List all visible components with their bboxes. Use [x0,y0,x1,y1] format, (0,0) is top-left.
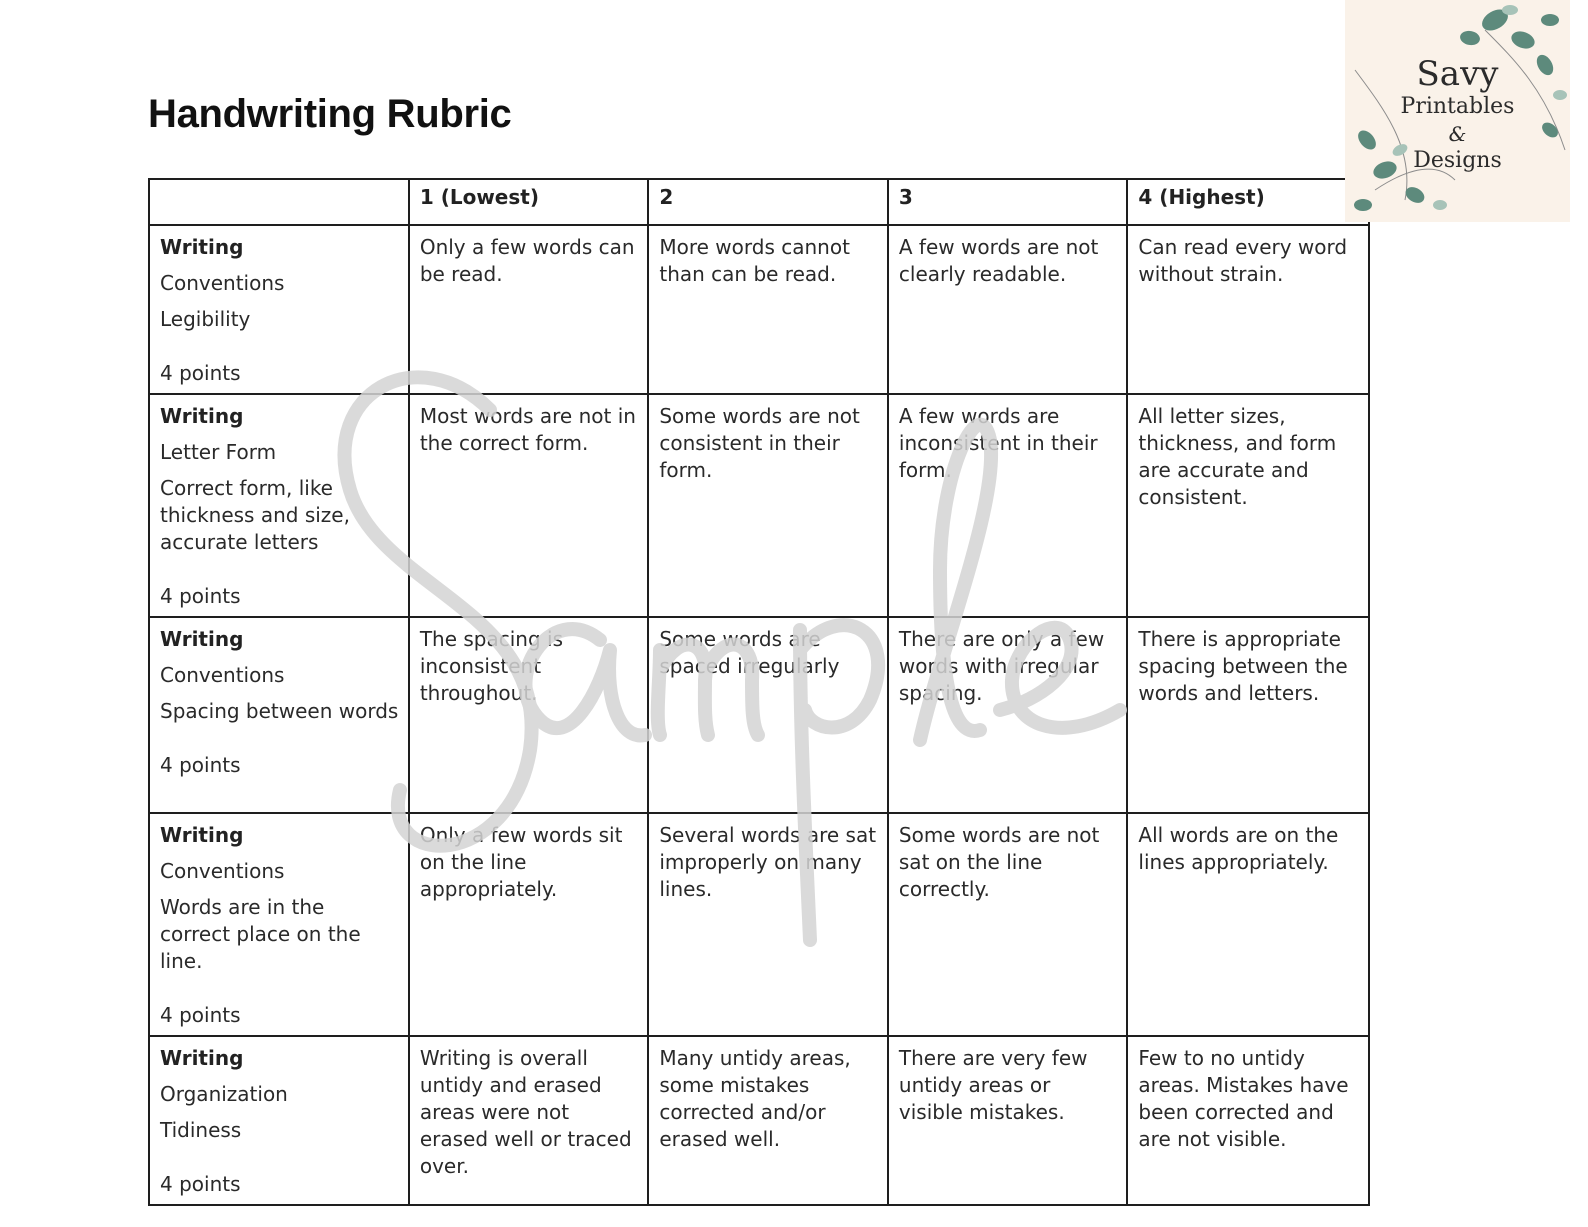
criterion-category: Writing [160,627,244,651]
header-cell: 4 (Highest) [1127,179,1369,225]
criterion-points: 4 points [160,1172,241,1196]
header-cell: 3 [888,179,1128,225]
criterion-description: Correct form, like thickness and size, accurate letters [160,476,350,554]
level-cell: Only a few words sit on the line appropriately. [409,813,649,1036]
criterion-description: Spacing between words [160,699,399,723]
brand-logo [1345,0,1570,222]
criterion-cell [149,617,409,813]
criterion-description: Tidiness [160,1118,242,1142]
logo-line-2: Printables [1400,94,1515,119]
criterion-area: Conventions [160,271,285,295]
criterion-area: Conventions [160,859,285,883]
criterion-cell [149,813,409,1036]
level-cell: More words cannot than can be read. [648,225,888,394]
level-cell: Some words are spaced irregularly [648,617,888,813]
level-cell: A few words are inconsistent in their form. [888,394,1128,617]
rubric-row [149,1036,1369,1205]
criterion-points: 4 points [160,1003,241,1027]
criterion-points: 4 points [160,361,241,385]
level-cell: There are only a few words with irregular spacing. [888,617,1128,813]
header-cell [149,179,409,225]
header-cell: 1 (Lowest) [409,179,649,225]
criterion-cell [149,394,409,617]
level-cell: All words are on the lines appropriately. [1127,813,1369,1036]
criterion-category: Writing [160,823,244,847]
rubric-table [148,178,1370,1206]
level-cell: Only a few words can be read. [409,225,649,394]
level-cell: All letter sizes, thickness, and form are accurate and consistent. [1127,394,1369,617]
criterion-description: Legibility [160,307,251,331]
criterion-area: Organization [160,1082,288,1106]
criterion-points: 4 points [160,753,241,777]
logo-line-4: Designs [1413,148,1502,173]
criterion-cell [149,1036,409,1205]
level-cell: The spacing is inconsistent throughout. [409,617,649,813]
rubric-row [149,394,1369,617]
criterion-category: Writing [160,235,244,259]
header-cell: 2 [648,179,888,225]
level-cell: Several words are sat improperly on many lines. [648,813,888,1036]
criterion-area: Conventions [160,663,285,687]
header-row [149,179,1369,225]
level-cell: There is appropriate spacing between the words and letters. [1127,617,1369,813]
logo-line-1: Savy [1416,54,1499,94]
level-cell: Many untidy areas, some mistakes corrected and/or erased well. [648,1036,888,1205]
level-cell: Writing is overall untidy and erased areas were not erased well or traced over. [409,1036,649,1205]
page-title: Handwriting Rubric [148,92,512,136]
level-cell: A few words are not clearly readable. [888,225,1128,394]
level-cell: Some words are not sat on the line correctly. [888,813,1128,1036]
logo-line-3: & [1448,122,1467,146]
rubric-row [149,813,1369,1036]
criterion-points: 4 points [160,584,241,608]
rubric-row [149,225,1369,394]
rubric-row [149,617,1369,813]
level-cell: Can read every word without strain. [1127,225,1369,394]
criterion-category: Writing [160,404,244,428]
criterion-area: Letter Form [160,440,277,464]
criterion-category: Writing [160,1046,244,1070]
level-cell: Few to no untidy areas. Mistakes have been corrected and are not visible. [1127,1036,1369,1205]
criterion-description: Words are in the correct place on the line. [160,895,361,973]
criterion-cell [149,225,409,394]
level-cell: Most words are not in the correct form. [409,394,649,617]
level-cell: Some words are not consistent in their form. [648,394,888,617]
level-cell: There are very few untidy areas or visible mistakes. [888,1036,1128,1205]
